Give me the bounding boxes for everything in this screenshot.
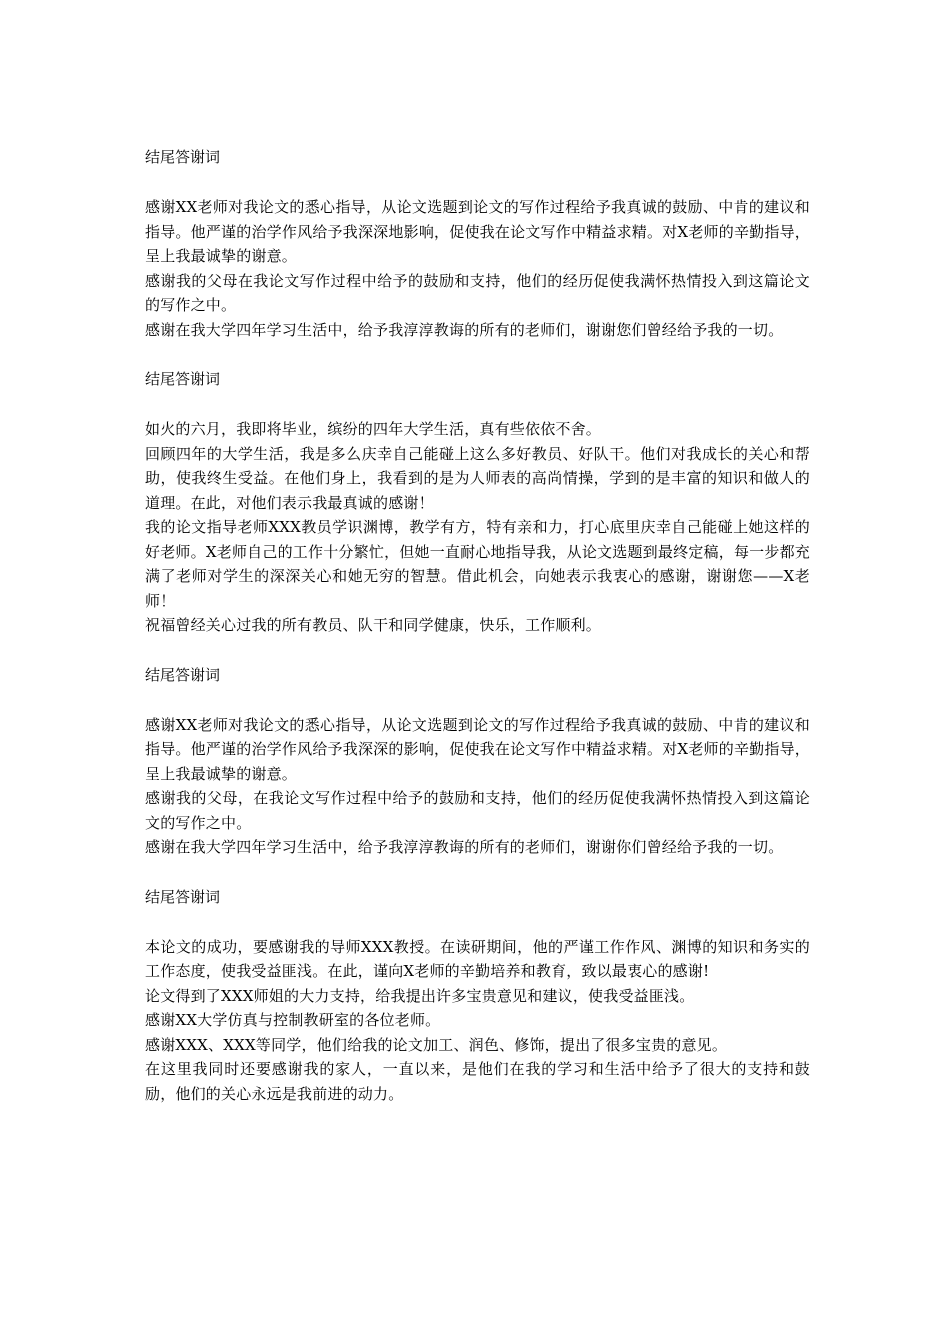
- paragraph: 感谢XXX、XXX等同学，他们给我的论文加工、润色、修饰，提出了很多宝贵的意见。: [145, 1035, 728, 1054]
- section-body: [145, 713, 810, 860]
- section-body: [145, 417, 810, 638]
- paragraph: 回顾四年的大学生活，我是多么庆幸自己能碰上这么多好教员、好队干。他们对我成长的关心和帮助，使我终生受益。在他们身上，我看到的是为人师表的高尚情操，学到的是丰富的知识和做人的道理。在此，对他们表示我最真诚的感谢！: [145, 444, 810, 512]
- paragraph: 感谢XX老师对我论文的悉心指导，从论文选题到论文的写作过程给予我真诚的鼓励、中肯的建议和指导。他严谨的治学作风给予我深深地影响，促使我在论文写作中精益求精。对X老师的辛勤指导，呈上我最诚挚的谢意。: [145, 198, 810, 265]
- section-title: 结尾答谢词: [145, 148, 221, 166]
- paragraph: 我的论文指导老师XXX教员学识渊博，教学有方，特有亲和力，打心底里庆幸自己能碰上她这样的好老师。X老师自己的工作十分繁忙，但她一直耐心地指导我，从论文选题到最终定稿，每一步都充满了老师对学生的深深关心和她无穷的智慧。借此机会，向她表示我衷心的感谢，谢谢您——X老师！: [145, 518, 810, 610]
- paragraph: 感谢XX大学仿真与控制教研室的各位老师。: [145, 1011, 441, 1029]
- section-title: 结尾答谢词: [145, 370, 221, 388]
- paragraph: 感谢在我大学四年学习生活中，给予我淳淳教诲的所有的老师们，谢谢你们曾经给予我的一切。: [145, 838, 784, 856]
- paragraph: 感谢在我大学四年学习生活中，给予我淳淳教诲的所有的老师们，谢谢您们曾经给予我的一切。: [145, 320, 784, 339]
- paragraph: 在这里我同时还要感谢我的家人，一直以来，是他们在我的学习和生活中给予了很大的支持和鼓励，他们的关心永远是我前进的动力。: [145, 1060, 810, 1103]
- section-1: [145, 145, 810, 342]
- paragraph: 本论文的成功，要感谢我的导师XXX教授。在读研期间，他的严谨工作作风、渊博的知识和务实的工作态度，使我受益匪浅。在此，谨向X老师的辛勤培养和教育，致以最衷心的感谢!: [145, 937, 810, 980]
- section-title: 结尾答谢词: [145, 665, 221, 684]
- section-body: [145, 935, 810, 1107]
- section-body: [145, 195, 810, 342]
- section-title: 结尾答谢词: [145, 887, 221, 906]
- paragraph: 感谢XX老师对我论文的悉心指导，从论文选题到论文的写作过程给予我真诚的鼓励、中肯的建议和指导。他严谨的治学作风给予我深深的影响，促使我在论文写作中精益求精。对X老师的辛勤指导，呈上我最诚挚的谢意。: [145, 715, 810, 783]
- paragraph: 祝福曾经关心过我的所有教员、队干和同学健康，快乐，工作顺利。: [145, 616, 602, 634]
- paragraph: 感谢我的父母在我论文写作过程中给予的鼓励和支持，他们的经历促使我满怀热情投入到这篇论文的写作之中。: [145, 271, 810, 314]
- section-4: [145, 885, 810, 1107]
- section-2: [145, 367, 810, 638]
- paragraph: 论文得到了XXX师姐的大力支持，给我提出许多宝贵意见和建议，使我受益匪浅。: [145, 986, 695, 1005]
- paragraph: 感谢我的父母，在我论文写作过程中给予的鼓励和支持，他们的经历促使我满怀热情投入到这篇论文的写作之中。: [145, 789, 810, 832]
- section-3: [145, 663, 810, 860]
- paragraph: 如火的六月，我即将毕业，缤纷的四年大学生活，真有些依依不舍。: [145, 420, 602, 438]
- document-page: [145, 145, 810, 1106]
